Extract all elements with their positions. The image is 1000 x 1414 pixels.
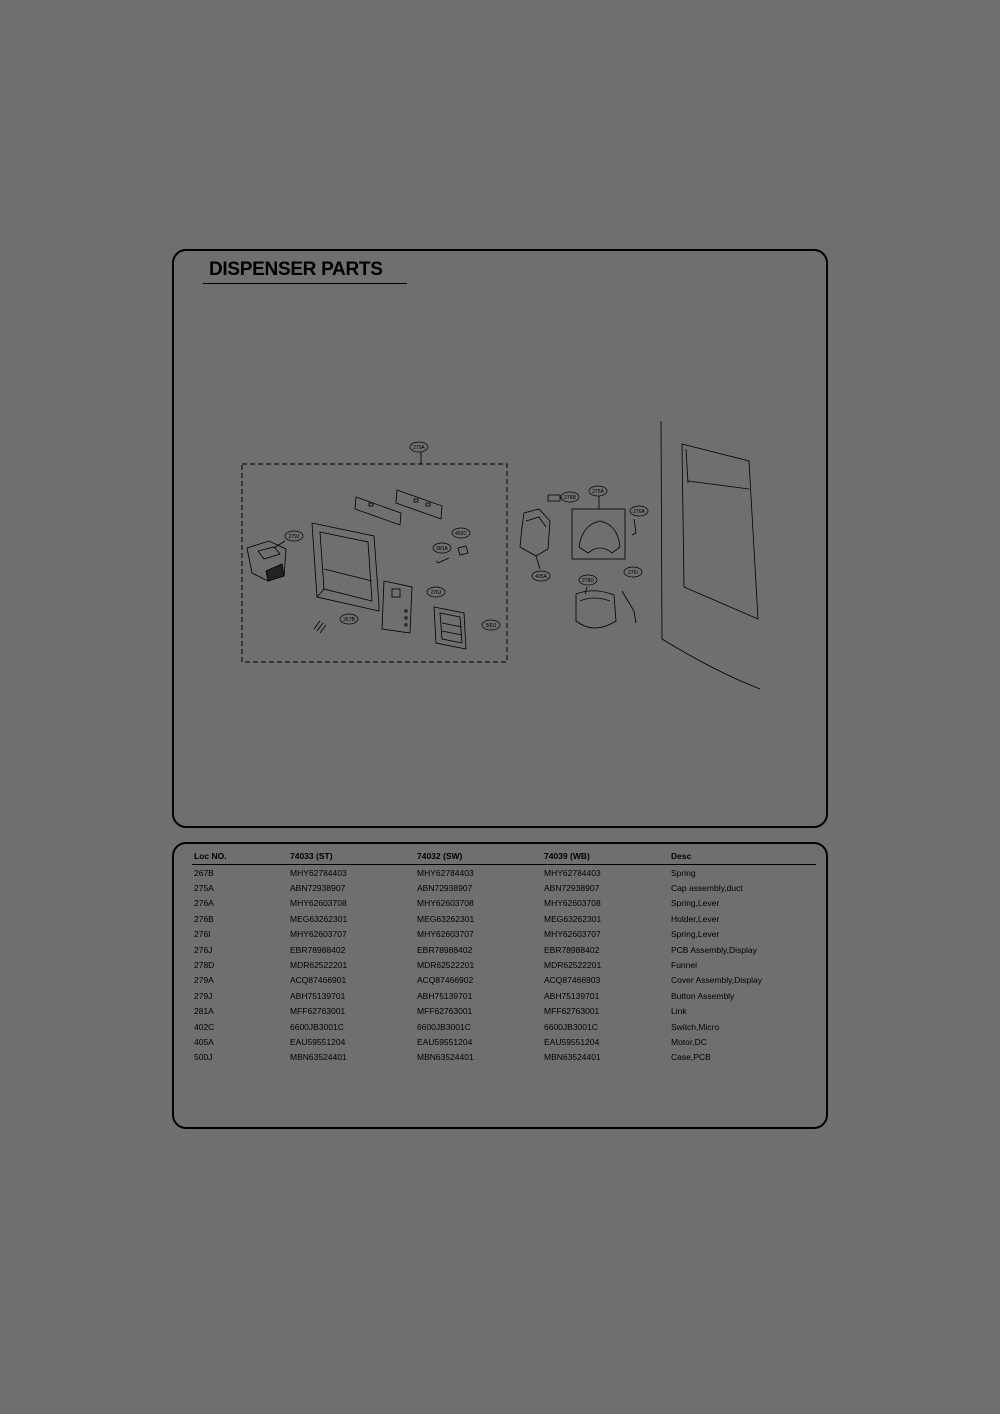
table-cell: 405A: [194, 1036, 214, 1047]
table-row: [192, 865, 816, 881]
cap-duct-part: [579, 521, 620, 553]
column-header: Loc NO.: [192, 849, 288, 865]
spring-lever-part: [632, 519, 636, 535]
table-row: [192, 973, 816, 988]
table-cell: PCB Assembly,Display: [671, 944, 757, 955]
table-cell: 6600JB3001C: [417, 1021, 471, 1032]
table-cell: MHY62784403: [417, 867, 474, 878]
lever-holder-part: [548, 495, 560, 501]
table-cell: EAU59551204: [290, 1036, 346, 1047]
table-cell: 281A: [194, 1006, 214, 1017]
table-row: [192, 988, 816, 1003]
column-header: 74033 (ST): [288, 849, 415, 865]
callout-label: 276A: [633, 509, 645, 515]
table-row: [192, 1004, 816, 1019]
table-cell: ABN72938907: [417, 883, 473, 894]
table-cell: Cap assembly,duct: [671, 883, 743, 894]
pcb-display-part: [355, 490, 442, 525]
table-cell: MHY62603708: [417, 898, 474, 909]
table-row: [192, 927, 816, 942]
exploded-diagram: [174, 251, 826, 826]
door-outline: [661, 421, 760, 689]
table-cell: MHY62784403: [290, 867, 347, 878]
callout-label: 276I: [628, 570, 638, 576]
table-cell: MFF62763001: [290, 1006, 346, 1017]
link-part: [436, 558, 449, 563]
callout-label: 267B: [343, 617, 355, 623]
table-cell: ABN72938907: [544, 883, 600, 894]
diagram-panel: [172, 249, 828, 828]
table-cell: Cover Assembly,Display: [671, 975, 763, 986]
table-cell: MHY62603707: [417, 929, 474, 940]
table-cell: 276B: [194, 913, 214, 924]
column-header: Desc: [669, 849, 816, 865]
table-cell: MEG63262301: [290, 913, 348, 924]
table-cell: Spring,Lever: [671, 929, 720, 940]
table-row: [192, 1050, 816, 1065]
table-cell: 278D: [194, 960, 215, 971]
table-cell: ABH75139701: [417, 990, 473, 1001]
table-cell: 279A: [194, 975, 214, 986]
table-row: [192, 896, 816, 911]
table-cell: ABH75139701: [544, 990, 600, 1001]
table-cell: EBR78988402: [417, 944, 473, 955]
callout-label: 500J: [485, 623, 497, 629]
callout-label: 279J: [288, 534, 300, 540]
column-header: 74032 (SW): [415, 849, 542, 865]
funnel-part: [576, 587, 616, 628]
column-header: 74039 (WB): [542, 849, 669, 865]
table-cell: EAU59551204: [417, 1036, 473, 1047]
table-row: [192, 942, 816, 957]
table-cell: 276J: [194, 944, 213, 955]
table-cell: EBR78988402: [544, 944, 600, 955]
table-cell: Spring: [671, 867, 696, 878]
table-cell: 276I: [194, 929, 211, 940]
parts-table-panel: [172, 842, 828, 1129]
table-cell: ACQ87466903: [544, 975, 601, 986]
table-cell: Case,PCB: [671, 1052, 711, 1063]
table-cell: MHY62603707: [544, 929, 601, 940]
table-cell: 6600JB3001C: [290, 1021, 344, 1032]
table-cell: Link: [671, 1006, 687, 1017]
table-cell: MEG63262301: [417, 913, 475, 924]
table-cell: ABN72938907: [290, 883, 346, 894]
callout-label: 281A: [436, 546, 448, 552]
table-cell: MBN63524401: [290, 1052, 347, 1063]
table-cell: 6600JB3001C: [544, 1021, 598, 1032]
table-cell: MEG63262301: [544, 913, 602, 924]
table-cell: ACQ87466902: [417, 975, 474, 986]
callout-label: 279A: [413, 445, 425, 451]
table-cell: MHY62603708: [290, 898, 347, 909]
table-cell: MDR62522201: [544, 960, 602, 971]
table-cell: Spring,Lever: [671, 898, 720, 909]
section-title: DISPENSER PARTS: [209, 259, 383, 280]
table-cell: 275A: [194, 883, 214, 894]
table-cell: 276A: [194, 898, 214, 909]
table-row: [192, 1019, 816, 1034]
table-row: [192, 957, 816, 972]
table-row: [192, 880, 816, 895]
table-cell: MHY62603707: [290, 929, 347, 940]
table-cell: Button Assembly: [671, 990, 735, 1001]
pcb-case-part: [382, 581, 466, 649]
table-cell: 267B: [194, 867, 214, 878]
callout-label: 276J: [430, 590, 442, 596]
callout-label: 275A: [592, 489, 604, 495]
table-row: [192, 911, 816, 926]
micro-switch-part: [458, 546, 468, 555]
table-cell: Switch,Micro: [671, 1021, 720, 1032]
assembly-boundary-279A: [242, 464, 507, 662]
table-cell: MDR62522201: [290, 960, 348, 971]
motor-part: [520, 509, 550, 569]
table-cell: MBN63524401: [544, 1052, 601, 1063]
display-cover-part: [312, 523, 379, 611]
spring-lever-2-part: [622, 591, 636, 623]
table-cell: MFF62763001: [544, 1006, 600, 1017]
table-cell: Funnel: [671, 960, 697, 971]
table-header-row: [192, 849, 816, 865]
table-cell: MHY62784403: [544, 867, 601, 878]
callout-label: 276B: [564, 495, 576, 501]
table-cell: MFF62763001: [417, 1006, 473, 1017]
table-cell: MHY62603708: [544, 898, 601, 909]
callout-label: 402C: [455, 531, 467, 537]
table-cell: EBR78988402: [290, 944, 346, 955]
table-cell: EAU59551204: [544, 1036, 600, 1047]
table-cell: MBN63524401: [417, 1052, 474, 1063]
button-assembly-part: [247, 541, 286, 581]
table-cell: 402C: [194, 1021, 215, 1032]
table-cell: Holder,Lever: [671, 913, 720, 924]
table-cell: 500J: [194, 1052, 213, 1063]
table-cell: 279J: [194, 990, 213, 1001]
callout-label: 405A: [535, 574, 547, 580]
table-cell: ACQ87466901: [290, 975, 347, 986]
table-row: [192, 1034, 816, 1049]
callout-label: 278D: [582, 578, 594, 584]
spring-part: [314, 621, 326, 633]
parts-table: [192, 849, 816, 1065]
table-cell: ABH75139701: [290, 990, 346, 1001]
table-cell: Motor,DC: [671, 1036, 707, 1047]
table-cell: MDR62522201: [417, 960, 475, 971]
